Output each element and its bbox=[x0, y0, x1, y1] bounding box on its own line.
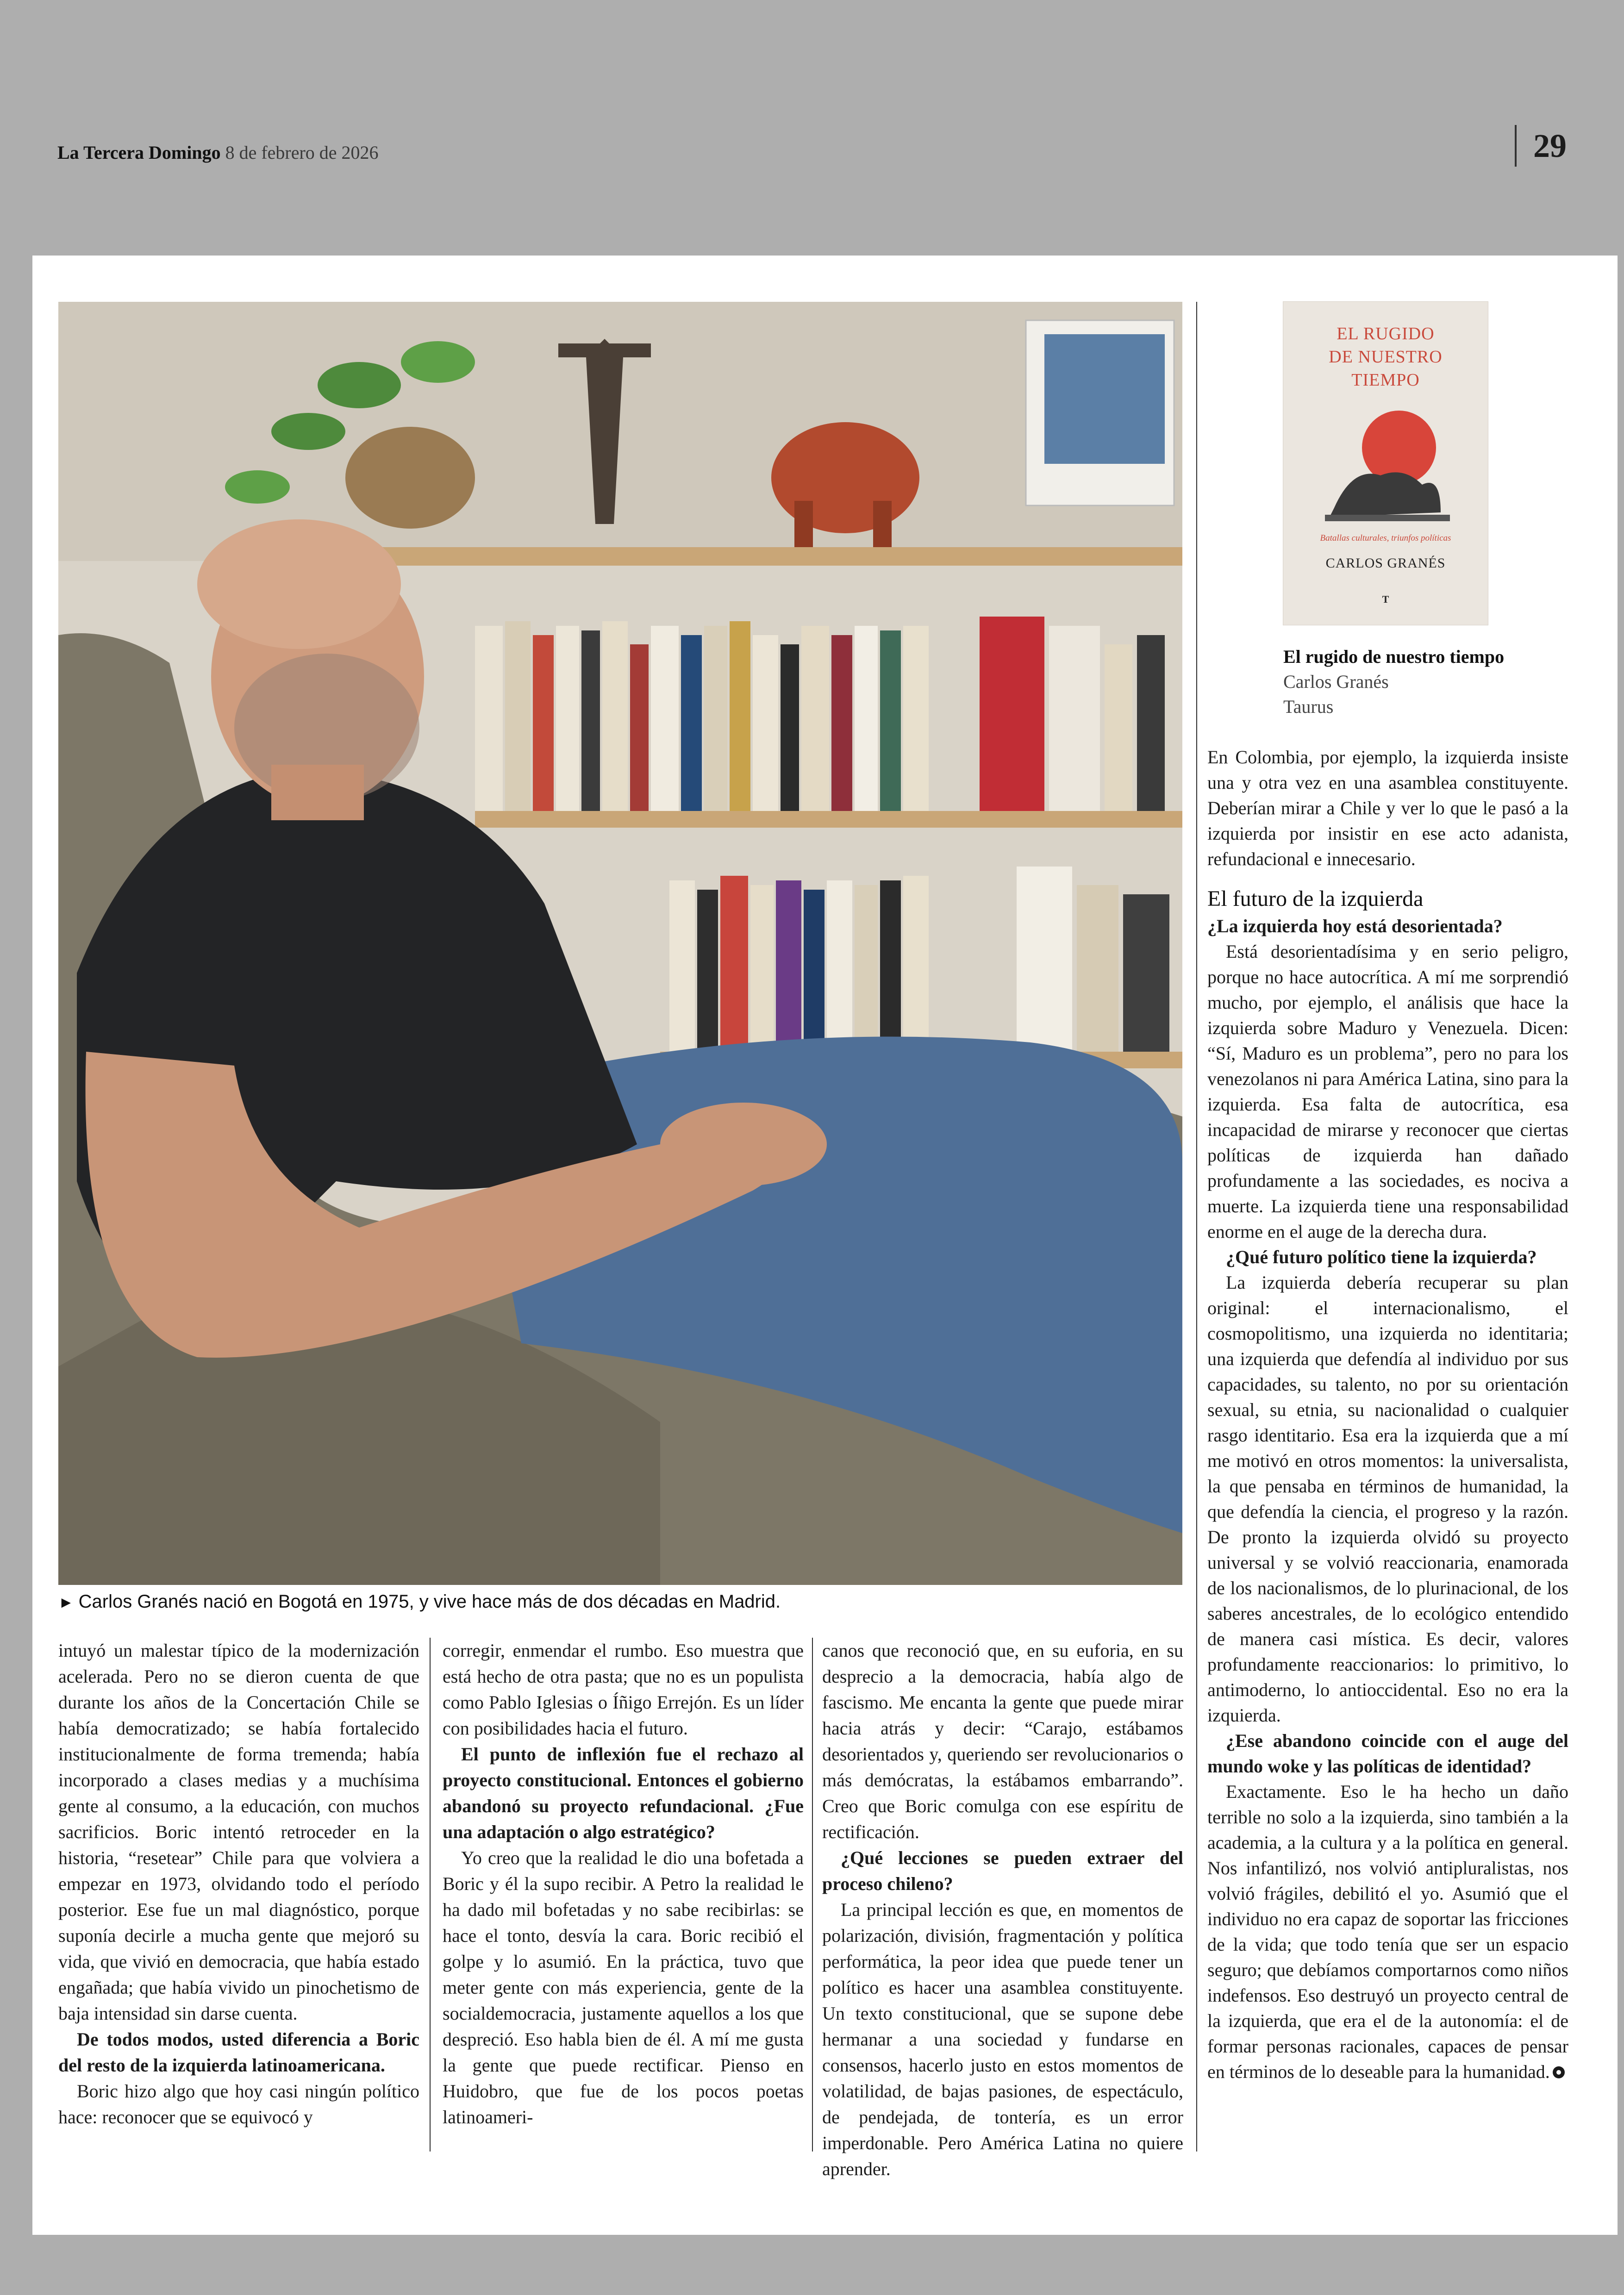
section-heading: El futuro de la izquierda bbox=[1207, 886, 1424, 911]
book-author: Carlos Granés bbox=[1283, 671, 1389, 692]
portrait-photo bbox=[58, 302, 1182, 1585]
caption-text: Carlos Granés nació en Bogotá en 1975, y vive hace más de dos décadas en Madrid. bbox=[78, 1591, 781, 1612]
article-column-2 bbox=[443, 1638, 804, 2130]
publication-name: La Tercera Domingo bbox=[57, 142, 221, 163]
portrait-illustration bbox=[58, 302, 1182, 1585]
cover-title-line: DE NUESTRO bbox=[1329, 347, 1443, 367]
paragraph: Boric hizo algo que hoy casi ningún político hace: reconocer que se equivocó y bbox=[58, 2081, 419, 2127]
book-publisher: Taurus bbox=[1283, 696, 1334, 717]
interview-question: ¿Qué futuro político tiene la izquierda? bbox=[1226, 1247, 1537, 1267]
paragraph: La principal lección es que, en momentos de polarización, división, fragmentación y política performática, la peor idea que puede tener un político es hacer una asamblea constituyente. Un texto constitucional, que se supone debe hermanar a una sociedad y fundarse en consensos, hacerlo justo en estos momentos de volatilidad, de bajas pasiones, de espectáculo, de pendejada, de tontería, es un error imperdonable. Pero América Latina no quiere aprender. bbox=[822, 1899, 1183, 2179]
publication-date: 8 de febrero de 2026 bbox=[225, 142, 379, 163]
paragraph: Está desorientadísima y en serio peligro, porque no hace autocrítica. A mí me sorprendió mucho, por ejemplo, el análisis que hace la izquierda sobre Maduro y Venezuela. Dicen: “Sí, Maduro es un problema”, pero no para los venezolanos ni para América Latina, sino para la izquierda. Esa falta de autocrítica, esa incapacidad de mirarse y reconocer que ciertas políticas de izquierda han dañado profundamente a las sociedades, es nociva a muerte. La izquierda tiene una responsabilidad enorme en el auge de la derecha dura. bbox=[1207, 941, 1568, 1242]
paragraph: La izquierda debería recuperar su plan original: el internacionalismo, el cosmopolitismo, una izquierda no identitaria; una izquierda que defendía al individuo por sus capacidades, su talento, no por su orientación sexual, su etnia, su nacionalidad o cualquier rasgo identitario. Esa era la izquierda que a mí me motivó en otros momentos: la universalista, la que pensaba en términos de humanidad, la que defendía la ciencia, el progreso y la razón. De pronto la izquierda olvidó su proyecto universal y se volvió reaccionaria, enamorada de los nacionalismos, de lo plurinacional, de los saberes ancestrales, de lo ecológico entendido de manera casi mística. Es decir, valores profundamente reaccionarios: lo primitivo, lo antimoderno, lo antioccidental. Eso no era la izquierda. bbox=[1207, 1272, 1568, 1726]
interview-question: ¿La izquierda hoy está desorientada? bbox=[1207, 916, 1503, 936]
article-column-3 bbox=[822, 1638, 1183, 2182]
end-mark-icon bbox=[1553, 2066, 1565, 2078]
book-title: El rugido de nuestro tiempo bbox=[1283, 646, 1505, 667]
interview-question: ¿Qué lecciones se pueden extraer del proceso chileno? bbox=[822, 1847, 1183, 1894]
interview-question: ¿Ese abandono coincide con el auge del mundo woke y las políticas de identidad? bbox=[1207, 1730, 1568, 1777]
photo-caption bbox=[58, 1589, 1182, 1615]
page-number: 29 bbox=[1515, 125, 1567, 167]
cover-title-line: TIEMPO bbox=[1351, 370, 1420, 390]
book-cover bbox=[1283, 302, 1488, 625]
cover-author: CARLOS GRANÉS bbox=[1325, 555, 1446, 571]
article-column-4 bbox=[1207, 744, 1568, 2084]
page-header bbox=[57, 125, 1567, 181]
publisher-logo: T bbox=[1382, 593, 1389, 605]
paragraph-text: Exactamente. Eso le ha hecho un daño terrible no solo a la izquierda, sino también a la academia, a la cultura y a la política en general. Nos infantilizó, nos volvió antipluralistas, nos volvió frágiles, debilitó el yo. Asumió que el individuo no era capaz de soportar las fricciones de la vida; que todo tenía que ser un espacio seguro; que debíamos comportarnos como niños indefensos. Eso destruyó un proyecto central de la izquierda, que era el de la autonomía: el de formar personas racionales, capaces de pensar en términos de lo deseable para la humanidad. bbox=[1207, 1781, 1568, 2082]
caption-marker: ► bbox=[58, 1594, 74, 1611]
paragraph bbox=[1207, 1779, 1568, 2084]
article-column-1 bbox=[58, 1638, 419, 2130]
column-divider bbox=[1196, 302, 1197, 2152]
cover-illustration bbox=[1283, 397, 1488, 536]
publication-line bbox=[57, 142, 379, 163]
column-divider bbox=[430, 1638, 431, 2152]
interview-question: De todos modos, usted diferencia a Boric del resto de la izquierda latinoamericana. bbox=[58, 2029, 419, 2076]
paragraph: corregir, enmendar el rumbo. Eso muestra que está hecho de otra pasta; que no es un populista como Pablo Iglesias o Íñigo Errejón. Es un líder con posibilidades hacia el futuro. bbox=[443, 1640, 804, 1739]
interview-question: El punto de inflexión fue el rechazo al proyecto constitucional. Entonces el gobierno abandonó su proyecto refundacional. ¿Fue una adaptación o algo estratégico? bbox=[443, 1744, 804, 1842]
paragraph: En Colombia, por ejemplo, la izquierda insiste una y otra vez en una asamblea constituyente. Deberían mirar a Chile y ver lo que le pasó a la izquierda por insistir en ese acto adanista, refundacional e innecesario. bbox=[1207, 747, 1568, 869]
article-page bbox=[32, 256, 1618, 2235]
cover-subtitle: Batallas culturales, triunfos políticas bbox=[1320, 533, 1451, 543]
column-divider bbox=[812, 1638, 813, 2152]
paragraph: intuyó un malestar típico de la modernización acelerada. Pero no se dieron cuenta de que durante los años de la Concertación Chile se había democratizado; se había fortalecido institucionalmente de forma tremenda; había incorporado a clases medias y a muchísima gente al consumo, a la educación, con muchos sacrificios. Boric intentó retroceder en la historia, “resetear” Chile para que volviera a empezar en 1973, olvidando todo el período posterior. Ese fue un mal diagnóstico, porque suponía decirle a mucha gente que mejoró su vida, que vivió en democracia, que había estado engañada; que había vivido un pinochetismo de baja intensidad sin darse cuenta. bbox=[58, 1640, 419, 2024]
book-info bbox=[1283, 644, 1607, 719]
paragraph: Yo creo que la realidad le dio una bofetada a Boric y él la supo recibir. A Petro la realidad le ha dado mil bofetadas y no sabe recibirlas: se hace el tonto, desvía la cara. Boric recibió el golpe y lo asumió. En la práctica, tuvo que meter gente con más experiencia, gente de la socialdemocracia, justamente aquellos a los que despreció. Eso habla bien de él. A mí me gusta la gente que puede rectificar. Pienso en Huidobro, que fue de los pocos poetas latinoameri- bbox=[443, 1847, 804, 2127]
paragraph: canos que reconoció que, en su euforia, en su desprecio a la democracia, había algo de fascismo. Me encanta la gente que puede mirar hacia atrás y decir: “Carajo, estábamos desorientados y, queriendo ser revolucionarios o más demócratas, la estábamos embarrando”. Creo que Boric comulga con ese espíritu de rectificación. bbox=[822, 1640, 1183, 1842]
cover-title-line: EL RUGIDO bbox=[1337, 324, 1435, 343]
